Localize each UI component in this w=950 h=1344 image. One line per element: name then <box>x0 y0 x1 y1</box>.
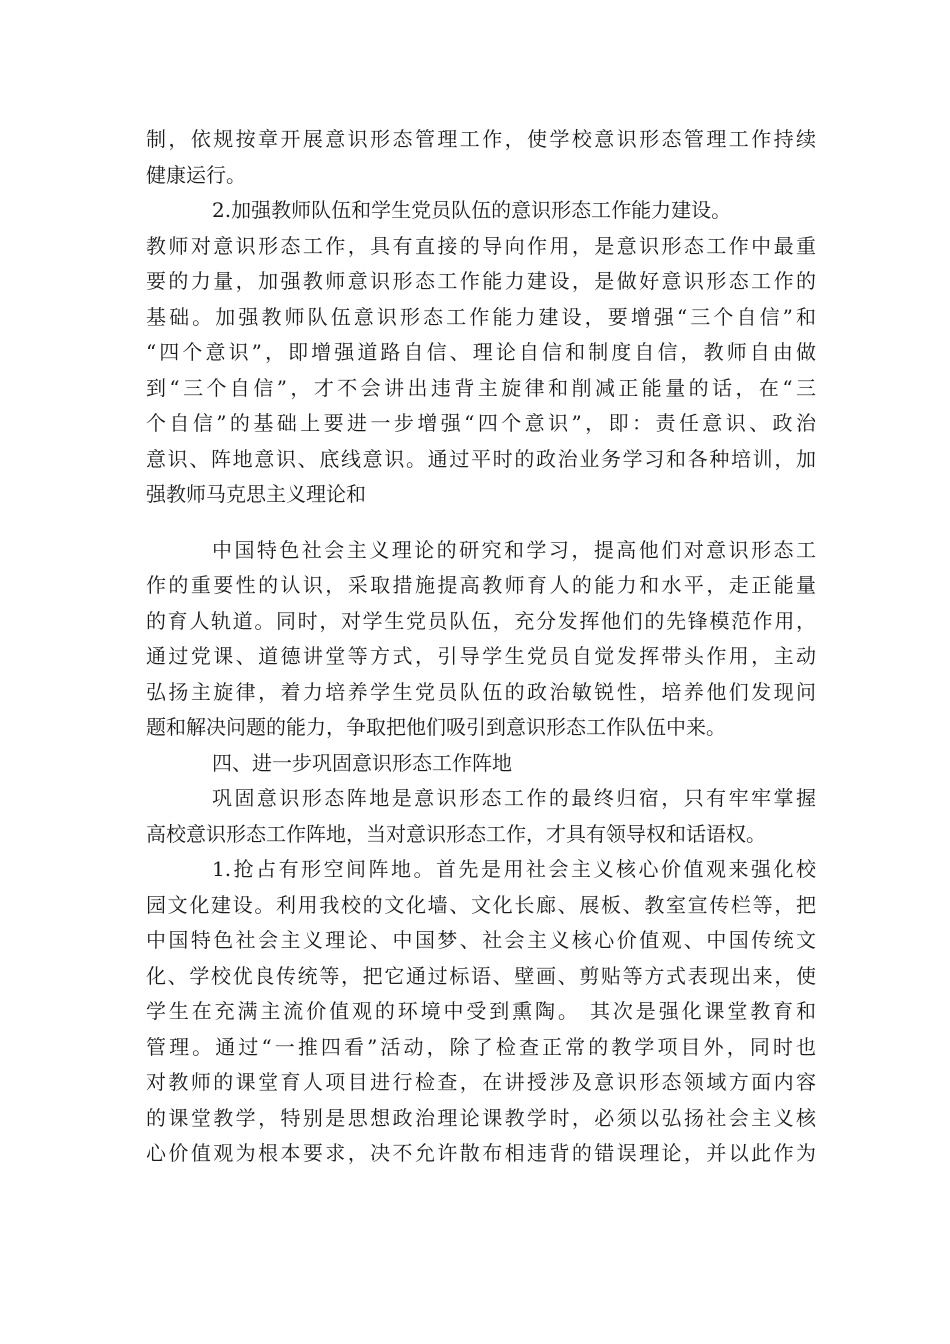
text-line: 基础。加强教师队伍意识形态工作能力建设，要增强“三个自信”和 <box>146 304 816 329</box>
text-line: 意识、阵地意识、底线意识。通过平时的政治业务学习和各种培训，加 <box>146 446 816 471</box>
text-line: 的育人轨道。同时，对学生党员队伍，充分发挥他们的先锋模范作用， <box>146 608 816 633</box>
text-line: “四个意识”，即增强道路自信、理论自信和制度自信，教师自由做 <box>146 340 816 364</box>
text-line: 心价值观为根本要求，决不允许散布相违背的错误理论，并以此作为 <box>146 1141 816 1165</box>
text-line: 弘扬主旋律，着力培养学生党员队伍的政治敏锐性，培养他们发现问 <box>146 679 816 704</box>
text-line: 巩固意识形态阵地是意识形态工作的最终归宿，只有牢牢掌握 <box>212 786 816 810</box>
text-line: 中国特色社会主义理论、中国梦、社会主义核心价值观、中国传统文 <box>146 928 816 952</box>
text-line: 健康运行。 <box>146 162 246 187</box>
text-line: 2.加强教师队伍和学生党员队伍的意识形态工作能力建设。 <box>212 198 732 222</box>
text-line: 的课堂教学，特别是思想政治理论课教学时，必须以弘扬社会主义核 <box>146 1105 816 1130</box>
text-line: 制，依规按章开展意识形态管理工作，使学校意识形态管理工作持续 <box>146 127 816 151</box>
text-line: 园文化建设。利用我校的文化墙、文化长廊、展板、教室宣传栏等，把 <box>146 892 816 917</box>
text-line: 作的重要性的认识，采取措施提高教师育人的能力和水平，走正能量 <box>146 573 816 597</box>
text-line: 教师对意识形态工作，具有直接的导向作用，是意识形态工作中最重 <box>146 233 816 258</box>
text-line: 管理。通过“一推四看”活动，除了检查正常的教学项目外，同时也 <box>146 1034 816 1059</box>
text-line: 中国特色社会主义理论的研究和学习，提高他们对意识形态工 <box>212 537 816 562</box>
text-line: 化、学校优良传统等，把它通过标语、壁画、剪贴等方式表现出来，使 <box>146 963 816 988</box>
section-heading: 四、进一步巩固意识形态工作阵地 <box>212 750 512 775</box>
text-line: 1.抢占有形空间阵地。首先是用社会主义核心价值观来强化校 <box>212 857 816 881</box>
text-line: 要的力量，加强教师意识形态工作能力建设，是做好意识形态工作的 <box>146 269 816 293</box>
text-line: 高校意识形态工作阵地，当对意识形态工作，才具有领导权和话语权。 <box>146 821 766 846</box>
text-line: 强教师马克思主义理论和 <box>146 482 366 506</box>
text-line: 个自信”的基础上要进一步增强“四个意识”，即：责任意识、政治 <box>146 411 816 435</box>
paragraph-gap <box>146 513 816 533</box>
text-line: 到“三个自信”，才不会讲出违背主旋律和削减正能量的话，在“三 <box>146 375 816 400</box>
text-line: 对教师的课堂育人项目进行检查，在讲授涉及意识形态领域方面内容 <box>146 1070 816 1094</box>
text-line: 题和解决问题的能力，争取把他们吸引到意识形态工作队伍中来。 <box>146 715 726 739</box>
text-line: 学生在充满主流价值观的环境中受到熏陶。 其次是强化课堂教育和 <box>146 999 816 1023</box>
document-body <box>146 122 816 1172</box>
text-line: 通过党课、道德讲堂等方式，引导学生党员自觉发挥带头作用，主动 <box>146 644 816 668</box>
